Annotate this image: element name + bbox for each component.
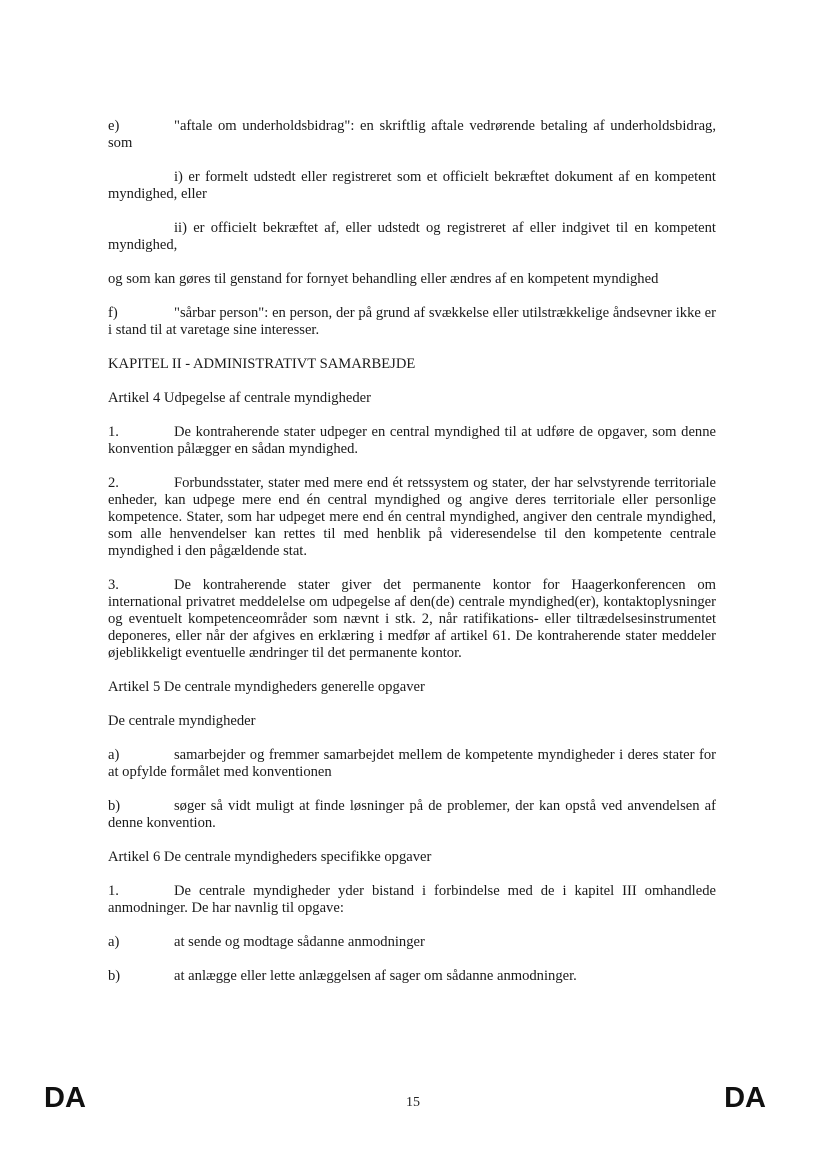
- article-5-item-a-text: samarbejder og fremmer samarbejdet mellem de kompetente myndigheder i deres stater for at opfylde formålet med konventionen: [108, 747, 716, 780]
- definition-e: [108, 118, 716, 152]
- article-4-para-1: [108, 424, 716, 458]
- definition-f: [108, 305, 716, 339]
- article-6-item-b: [108, 968, 716, 985]
- article-6-item-b-label: b): [108, 968, 121, 984]
- definition-f-text: "sårbar person": en person, der på grund af svækkelse eller utilstrækkelige åndsevner ikke er i stand til at varetage sine interesser.: [108, 305, 716, 338]
- article-6-para-1-label: 1.: [108, 883, 119, 899]
- page-number: 15: [406, 1095, 420, 1110]
- article-6-item-a-label: a): [108, 934, 120, 950]
- article-5-item-b-text: søger så vidt muligt at finde løsninger på de problemer, der kan opstå ved anvendelsen af denne konvention.: [108, 798, 716, 831]
- article-5-title: Artikel 5 De centrale myndigheders generelle opgaver: [108, 679, 425, 695]
- article-6-para-1-text: De centrale myndigheder yder bistand i forbindelse med de i kapitel III omhandlede anmodninger. De har navnlig til opgave:: [108, 883, 716, 916]
- article-4-para-1-label: 1.: [108, 424, 119, 440]
- article-4-para-3: [108, 577, 716, 662]
- article-5-item-b: [108, 798, 716, 832]
- article-6-para-1: [108, 883, 716, 917]
- article-5-intro: De centrale myndigheder: [108, 713, 256, 729]
- article-4-para-2-text: Forbundsstater, stater med mere end ét retssystem og stater, der har selvstyrende territoriale enheder, kan udpege mere end én central myndighed og angive deres territoriale eller personlige kompetence. Stater, som har udpeget mere end én central myndighed, angiver den centrale myndighed, som alle henvendelser kan rettes til med henblik på videresendelse til den kompetente centrale myndighed i den pågældende stat.: [108, 475, 716, 559]
- definition-e-text: "aftale om underholdsbidrag": en skriftlig aftale vedrørende betaling af underholdsbidrag, som: [108, 118, 716, 151]
- definition-f-label: f): [108, 305, 118, 321]
- definition-e-i: i) er formelt udstedt eller registreret som et officielt bekræftet dokument af en kompetent myndighed, eller: [108, 169, 716, 202]
- chapter-heading: KAPITEL II - ADMINISTRATIVT SAMARBEJDE: [108, 356, 416, 372]
- article-4-para-3-label: 3.: [108, 577, 119, 593]
- article-6-item-a-text: at sende og modtage sådanne anmodninger: [174, 934, 425, 950]
- article-5-item-a-label: a): [108, 747, 120, 763]
- article-6-title: Artikel 6 De centrale myndigheders specifikke opgaver: [108, 849, 432, 865]
- article-5-item-b-label: b): [108, 798, 121, 814]
- article-4-para-2-label: 2.: [108, 475, 119, 491]
- language-code-left: DA: [44, 1082, 86, 1114]
- definition-e-label: e): [108, 118, 120, 134]
- language-code-right: DA: [724, 1082, 766, 1114]
- definition-e-ii: ii) er officielt bekræftet af, eller udstedt og registreret af eller indgivet til en kompetent myndighed,: [108, 220, 716, 253]
- article-6-item-a: [108, 934, 716, 951]
- article-4-para-1-text: De kontraherende stater udpeger en central myndighed til at udføre de opgaver, som denne konvention pålægger en sådan myndighed.: [108, 424, 716, 457]
- document-body: [108, 118, 716, 985]
- article-4-title: Artikel 4 Udpegelse af centrale myndigheder: [108, 390, 371, 406]
- article-5-item-a: [108, 747, 716, 781]
- article-4-para-3-text: De kontraherende stater giver det permanente kontor for Haagerkonferencen om international privatret meddelelse om udpegelse af den(de) centrale myndighed(er), kontaktoplysninger og eventuelt kompetenceområder som nævnt i stk. 2, når ratifikations- eller tiltrædelsesinstrumentet deponeres, eller når der afgives en erklæring i medfør af artikel 61. De kontraherende stater meddeler øjeblikkeligt eventuelle ændringer til det permanente kontor.: [108, 577, 716, 661]
- definition-e-closing: og som kan gøres til genstand for fornyet behandling eller ændres af en kompetent myndighed: [108, 271, 659, 287]
- article-6-item-b-text: at anlægge eller lette anlæggelsen af sager om sådanne anmodninger.: [174, 968, 577, 984]
- article-4-para-2: [108, 475, 716, 560]
